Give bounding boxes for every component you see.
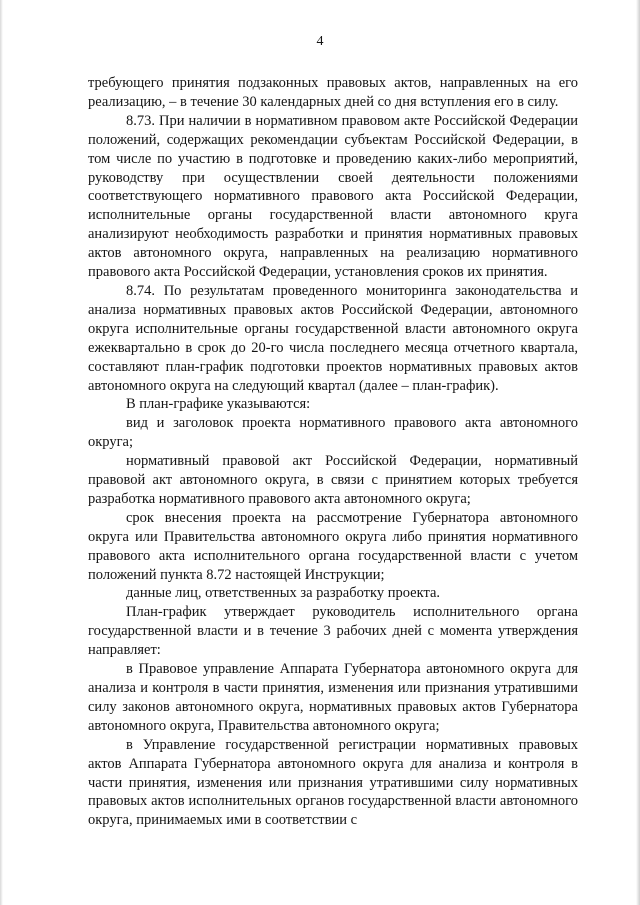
paragraph: в Правовое управление Аппарата Губернатора автономного округа для анализа и контроля в части принятия, изменения или признания утратившими силу законов автономного округа, нормативных правовых актов Губернатора автономного округа, Правительства автономного округа;: [88, 661, 578, 734]
paragraph: 8.74. По результатам проведенного мониторинга законодательства и анализа нормативных правовых актов Российской Федерации, автономного округа исполнительные органы государственной власти автономного округа ежеквартально в срок до 20-го числа последнего месяца отчетного квартала, составляют план-график подготовки проектов нормативных правовых актов автономного округа на следующий квартал (далее – план-график).: [88, 282, 578, 394]
document-body: [88, 74, 578, 830]
paragraph: данные лиц, ответственных за разработку проекта.: [126, 585, 441, 602]
scan-edge-left: [0, 0, 3, 905]
scan-edge-right: [636, 0, 640, 905]
paragraph: вид и заголовок проекта нормативного правового акта автономного округа;: [88, 415, 578, 451]
page-number: 4: [316, 34, 324, 49]
paragraph: План-график утверждает руководитель исполнительного органа государственной власти и в течение 3 рабочих дней с момента утверждения направляет:: [88, 604, 578, 659]
paragraph: 8.73. При наличии в нормативном правовом акте Российской Федерации положений, содержащих рекомендации субъектам Российской Федерации, в том числе по участию в подготовке и проведению каких-либо мероприятий, руководству при осуществлении своей деятельности положениями соответствующего нормативного правового акта Российской Федерации, исполнительные органы государственной власти автономного круга анализируют необходимость разработки и принятия нормативных правовых актов автономного округа, направленных на реализацию нормативного правового акта Российской Федерации, установления сроков их принятия.: [88, 112, 578, 281]
paragraph: срок внесения проекта на рассмотрение Губернатора автономного округа или Правительства автономного округа либо принятия нормативного правового акта исполнительного органа государственной власти с учетом положений пункта 8.72 настоящей Инструкции;: [88, 509, 578, 583]
paragraph: нормативный правовой акт Российской Федерации, нормативный правовой акт автономного округа, в связи с принятием которых требуется разработка нормативного правового акта автономного округа;: [88, 453, 578, 507]
paragraph: в Управление государственной регистрации нормативных правовых актов Аппарата Губернатора автономного округа для анализа и контроля в части принятия, изменения или признания утратившими силу нормативных правовых актов исполнительных органов государственной власти автономного округа, принимаемых ими в соответствии с: [88, 736, 578, 829]
paragraph: требующего принятия подзаконных правовых актов, направленных на его реализацию, – в течение 30 календарных дней со дня вступления его в силу.: [88, 75, 578, 110]
paragraph: В план-графике указываются:: [126, 396, 311, 413]
